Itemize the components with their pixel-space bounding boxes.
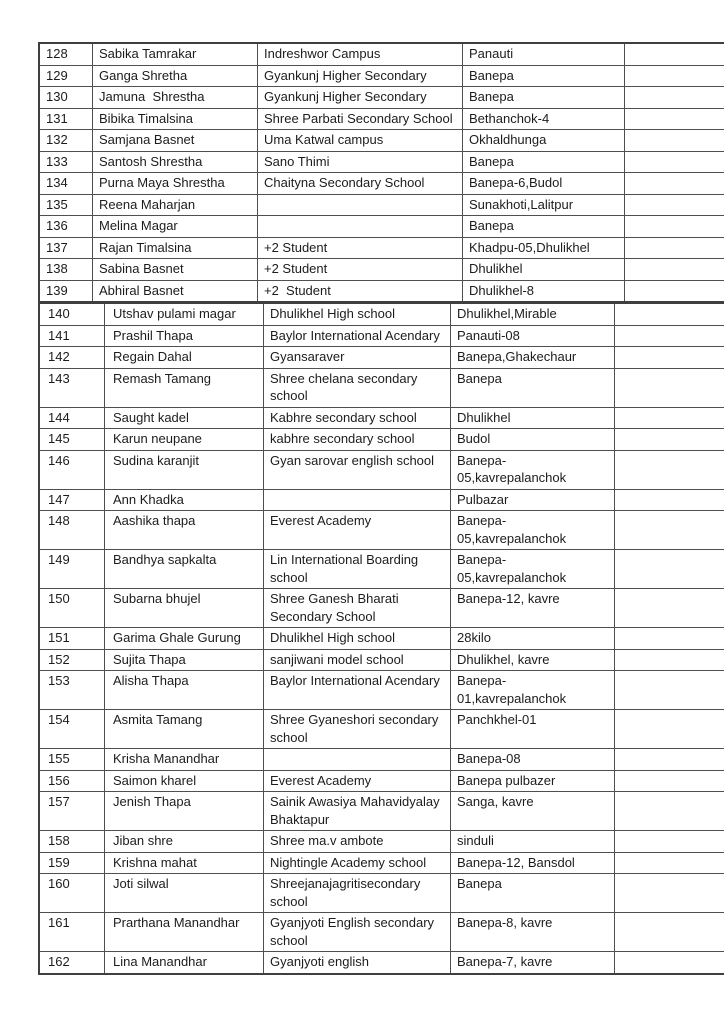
cell-number: 142 — [39, 347, 105, 369]
cell-number: 140 — [39, 303, 105, 325]
cell-name: Sudina karanjit — [105, 450, 264, 489]
cell-extra — [625, 108, 724, 130]
cell-extra — [615, 952, 724, 974]
cell-school — [258, 216, 463, 238]
table-row — [39, 43, 724, 65]
cell-extra — [615, 407, 724, 429]
cell-extra — [615, 347, 724, 369]
cell-place: Budol — [451, 429, 615, 451]
table-row — [39, 749, 724, 771]
cell-number: 134 — [39, 173, 93, 195]
cell-school: Indreshwor Campus — [258, 43, 463, 65]
document-body — [38, 42, 680, 975]
cell-school: Shree chelana secondary school — [264, 368, 451, 407]
cell-number: 133 — [39, 151, 93, 173]
cell-school: Nightingle Academy school — [264, 852, 451, 874]
cell-school — [264, 489, 451, 511]
table-row — [39, 347, 724, 369]
cell-name: Asmita Tamang — [105, 710, 264, 749]
cell-name: Bibika Timalsina — [93, 108, 258, 130]
cell-place: Okhaldhunga — [463, 130, 625, 152]
cell-number: 154 — [39, 710, 105, 749]
cell-school: Gyan sarovar english school — [264, 450, 451, 489]
cell-name: Aashika thapa — [105, 511, 264, 550]
cell-extra — [615, 325, 724, 347]
cell-name: Garima Ghale Gurung — [105, 628, 264, 650]
cell-number: 159 — [39, 852, 105, 874]
table-row — [39, 511, 724, 550]
cell-school: Everest Academy — [264, 770, 451, 792]
table-row — [39, 628, 724, 650]
cell-extra — [615, 489, 724, 511]
cell-name: Prashil Thapa — [105, 325, 264, 347]
table-row — [39, 852, 724, 874]
cell-school — [264, 749, 451, 771]
cell-extra — [625, 216, 724, 238]
cell-school: +2 Student — [258, 259, 463, 281]
cell-school: sanjiwani model school — [264, 649, 451, 671]
cell-place: Dhulikhel — [463, 259, 625, 281]
cell-extra — [625, 280, 724, 302]
cell-place: Khadpu-05,Dhulikhel — [463, 237, 625, 259]
cell-place: Banepa-12, Bansdol — [451, 852, 615, 874]
cell-extra — [615, 792, 724, 831]
cell-extra — [625, 194, 724, 216]
cell-place: 28kilo — [451, 628, 615, 650]
table-row — [39, 280, 724, 302]
cell-number: 137 — [39, 237, 93, 259]
cell-school: Gyankunj Higher Secondary — [258, 87, 463, 109]
cell-extra — [615, 770, 724, 792]
cell-extra — [615, 874, 724, 913]
cell-name: Krishna mahat — [105, 852, 264, 874]
cell-school — [258, 194, 463, 216]
cell-name: Remash Tamang — [105, 368, 264, 407]
cell-number: 139 — [39, 280, 93, 302]
cell-school: Shree Parbati Secondary School — [258, 108, 463, 130]
cell-place: Banepa-05,kavrepalanchok — [451, 550, 615, 589]
cell-school: Lin International Boarding school — [264, 550, 451, 589]
cell-number: 149 — [39, 550, 105, 589]
cell-extra — [625, 237, 724, 259]
cell-extra — [615, 450, 724, 489]
cell-number: 145 — [39, 429, 105, 451]
cell-place: Banepa — [451, 368, 615, 407]
table-row — [39, 368, 724, 407]
cell-school: Everest Academy — [264, 511, 451, 550]
cell-school: Shree ma.v ambote — [264, 831, 451, 853]
table-row — [39, 65, 724, 87]
cell-extra — [615, 511, 724, 550]
cell-extra — [625, 43, 724, 65]
cell-school: Dhulikhel High school — [264, 628, 451, 650]
cell-name: Regain Dahal — [105, 347, 264, 369]
cell-place: Banepa-7, kavre — [451, 952, 615, 974]
table-row — [39, 792, 724, 831]
cell-place: Dhulikhel-8 — [463, 280, 625, 302]
cell-name: Krisha Manandhar — [105, 749, 264, 771]
cell-name: Jamuna Shrestha — [93, 87, 258, 109]
cell-number: 144 — [39, 407, 105, 429]
cell-place: Banepa — [463, 151, 625, 173]
cell-place: Banepa-6,Budol — [463, 173, 625, 195]
cell-name: Jiban shre — [105, 831, 264, 853]
cell-extra — [625, 173, 724, 195]
cell-place: Panauti — [463, 43, 625, 65]
cell-name: Abhiral Basnet — [93, 280, 258, 302]
students-table-1 — [38, 42, 724, 303]
table-row — [39, 489, 724, 511]
table-row — [39, 831, 724, 853]
cell-extra — [615, 671, 724, 710]
table-row — [39, 450, 724, 489]
cell-place: Banepa — [463, 87, 625, 109]
cell-school: Shree Ganesh Bharati Secondary School — [264, 589, 451, 628]
cell-number: 151 — [39, 628, 105, 650]
cell-place: Sunakhoti,Lalitpur — [463, 194, 625, 216]
cell-place: Banepa-8, kavre — [451, 913, 615, 952]
cell-place: Dhulikhel,Mirable — [451, 303, 615, 325]
cell-place: Pulbazar — [451, 489, 615, 511]
table-row — [39, 87, 724, 109]
cell-number: 158 — [39, 831, 105, 853]
students-table-1-body — [39, 43, 724, 302]
cell-school: Sano Thimi — [258, 151, 463, 173]
table-row — [39, 671, 724, 710]
cell-school: Shree Gyaneshori secondary school — [264, 710, 451, 749]
cell-extra — [625, 87, 724, 109]
cell-place: Banepa — [451, 874, 615, 913]
table-row — [39, 325, 724, 347]
cell-name: Purna Maya Shrestha — [93, 173, 258, 195]
cell-number: 135 — [39, 194, 93, 216]
table-row — [39, 550, 724, 589]
cell-place: sinduli — [451, 831, 615, 853]
cell-name: Subarna bhujel — [105, 589, 264, 628]
cell-place: Banepa pulbazer — [451, 770, 615, 792]
cell-extra — [615, 589, 724, 628]
cell-name: Joti silwal — [105, 874, 264, 913]
cell-place: Banepa — [463, 65, 625, 87]
table-row — [39, 429, 724, 451]
cell-name: Rajan Timalsina — [93, 237, 258, 259]
cell-school: Gyanjyoti English secondary school — [264, 913, 451, 952]
table-row — [39, 173, 724, 195]
cell-place: Bethanchok-4 — [463, 108, 625, 130]
cell-extra — [625, 259, 724, 281]
cell-extra — [615, 852, 724, 874]
table-row — [39, 874, 724, 913]
cell-number: 146 — [39, 450, 105, 489]
cell-school: Shreejanajagritisecondary school — [264, 874, 451, 913]
cell-number: 161 — [39, 913, 105, 952]
cell-school: kabhre secondary school — [264, 429, 451, 451]
cell-name: Jenish Thapa — [105, 792, 264, 831]
cell-extra — [615, 303, 724, 325]
cell-name: Santosh Shrestha — [93, 151, 258, 173]
cell-place: Dhulikhel, kavre — [451, 649, 615, 671]
cell-number: 148 — [39, 511, 105, 550]
cell-place: Banepa-05,kavrepalanchok — [451, 511, 615, 550]
cell-number: 160 — [39, 874, 105, 913]
cell-school: Gyanjyoti english — [264, 952, 451, 974]
table-row — [39, 237, 724, 259]
cell-extra — [625, 65, 724, 87]
cell-school: Kabhre secondary school — [264, 407, 451, 429]
cell-extra — [615, 429, 724, 451]
students-table-2 — [38, 302, 724, 975]
cell-name: Saught kadel — [105, 407, 264, 429]
cell-name: Bandhya sapkalta — [105, 550, 264, 589]
cell-place: Banepa,Ghakechaur — [451, 347, 615, 369]
cell-number: 138 — [39, 259, 93, 281]
cell-name: Melina Magar — [93, 216, 258, 238]
cell-number: 156 — [39, 770, 105, 792]
cell-place: Sanga, kavre — [451, 792, 615, 831]
table-row — [39, 649, 724, 671]
cell-place: Panauti-08 — [451, 325, 615, 347]
cell-place: Banepa-05,kavrepalanchok — [451, 450, 615, 489]
cell-number: 132 — [39, 130, 93, 152]
cell-number: 143 — [39, 368, 105, 407]
cell-extra — [615, 749, 724, 771]
cell-number: 155 — [39, 749, 105, 771]
cell-extra — [615, 710, 724, 749]
cell-place: Banepa-08 — [451, 749, 615, 771]
cell-extra — [615, 628, 724, 650]
table-row — [39, 589, 724, 628]
cell-place: Dhulikhel — [451, 407, 615, 429]
cell-name: Utshav pulami magar — [105, 303, 264, 325]
cell-place: Banepa — [463, 216, 625, 238]
cell-school: +2 Student — [258, 280, 463, 302]
cell-number: 141 — [39, 325, 105, 347]
cell-number: 129 — [39, 65, 93, 87]
cell-name: Prarthana Manandhar — [105, 913, 264, 952]
table-row — [39, 130, 724, 152]
cell-school: Dhulikhel High school — [264, 303, 451, 325]
cell-school: Chaityna Secondary School — [258, 173, 463, 195]
cell-extra — [625, 130, 724, 152]
cell-number: 128 — [39, 43, 93, 65]
cell-name: Sabika Tamrakar — [93, 43, 258, 65]
cell-name: Lina Manandhar — [105, 952, 264, 974]
cell-school: Sainik Awasiya Mahavidyalay Bhaktapur — [264, 792, 451, 831]
table-row — [39, 108, 724, 130]
cell-school: Gyankunj Higher Secondary — [258, 65, 463, 87]
cell-name: Karun neupane — [105, 429, 264, 451]
cell-name: Ann Khadka — [105, 489, 264, 511]
cell-extra — [615, 368, 724, 407]
cell-name: Alisha Thapa — [105, 671, 264, 710]
cell-school: Gyansaraver — [264, 347, 451, 369]
table-row — [39, 151, 724, 173]
cell-number: 162 — [39, 952, 105, 974]
cell-school: Baylor International Acendary — [264, 325, 451, 347]
cell-name: Ganga Shretha — [93, 65, 258, 87]
cell-school: Uma Katwal campus — [258, 130, 463, 152]
cell-extra — [615, 649, 724, 671]
cell-number: 157 — [39, 792, 105, 831]
cell-number: 131 — [39, 108, 93, 130]
cell-extra — [615, 831, 724, 853]
cell-number: 150 — [39, 589, 105, 628]
cell-number: 147 — [39, 489, 105, 511]
cell-place: Banepa-12, kavre — [451, 589, 615, 628]
cell-extra — [615, 913, 724, 952]
table-row — [39, 303, 724, 325]
cell-name: Sujita Thapa — [105, 649, 264, 671]
cell-extra — [625, 151, 724, 173]
cell-name: Sabina Basnet — [93, 259, 258, 281]
cell-number: 136 — [39, 216, 93, 238]
cell-place: Panchkhel-01 — [451, 710, 615, 749]
cell-name: Reena Maharjan — [93, 194, 258, 216]
cell-place: Banepa-01,kavrepalanchok — [451, 671, 615, 710]
cell-name: Saimon kharel — [105, 770, 264, 792]
cell-extra — [615, 550, 724, 589]
cell-number: 153 — [39, 671, 105, 710]
table-row — [39, 952, 724, 974]
cell-school: +2 Student — [258, 237, 463, 259]
table-row — [39, 710, 724, 749]
cell-school: Baylor International Acendary — [264, 671, 451, 710]
cell-name: Samjana Basnet — [93, 130, 258, 152]
table-row — [39, 216, 724, 238]
table-row — [39, 259, 724, 281]
students-table-2-body — [39, 303, 724, 974]
cell-number: 152 — [39, 649, 105, 671]
table-row — [39, 913, 724, 952]
cell-number: 130 — [39, 87, 93, 109]
table-row — [39, 770, 724, 792]
table-row — [39, 407, 724, 429]
table-row — [39, 194, 724, 216]
